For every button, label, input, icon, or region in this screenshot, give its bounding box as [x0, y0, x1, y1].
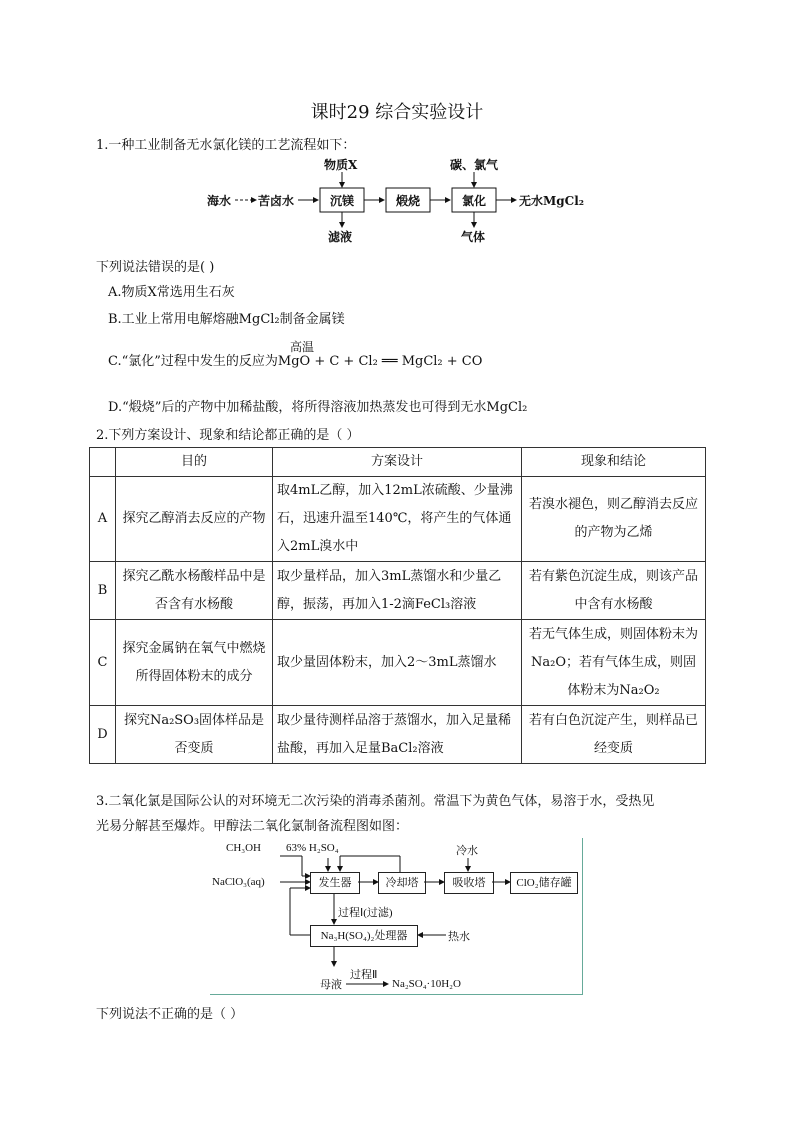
- question-3-ask: 下列说法不正确的是（ ）: [96, 1007, 244, 1022]
- q2-table: [89, 447, 706, 764]
- row-result: 若无气体生成，则固体粉末为Na₂O；若有气体生成，则固体粉末为Na₂O₂: [522, 620, 706, 706]
- flow2-process2: 过程Ⅱ: [350, 969, 378, 981]
- question-3-stem-line2: 光易分解甚至爆炸。甲醇法二氧化氯制备流程图如图：: [96, 819, 409, 834]
- flow2-naclo3: NaClO₃(aq): [212, 876, 265, 888]
- q1-condition-label: 高温: [290, 340, 315, 354]
- flow2-hotwater: 热水: [448, 931, 470, 943]
- flow-box-precipitate: 沉镁: [330, 194, 355, 208]
- flow2-mother-liquor: 母液: [320, 979, 342, 991]
- flow2-coldwater: 冷水: [456, 845, 478, 857]
- flow2-h2so4: 63% H₂SO₄: [286, 842, 339, 854]
- row-letter: B: [90, 562, 116, 620]
- row-design: 取少量待测样品溶于蒸馏水，加入足量稀盐酸，再加入足量BaCl₂溶液: [273, 706, 522, 764]
- row-letter: C: [90, 620, 116, 706]
- page-title: 课时29 综合实验设计: [310, 102, 484, 123]
- flow-seawater: 海水: [207, 194, 232, 208]
- row-letter: D: [90, 706, 116, 764]
- flow-carbon-chlorine: 碳、氯气: [450, 158, 499, 172]
- flow-box-chlorinate: 氯化: [462, 194, 487, 208]
- table-header-row: [90, 448, 706, 477]
- header-design: 方案设计: [273, 448, 522, 477]
- row-result: 若溴水褪色，则乙醇消去反应的产物为乙烯: [522, 477, 706, 562]
- question-3-stem-line1: 3.二氧化氯是国际公认的对环境无二次污染的消毒杀菌剂。常温下为黄色气体，易溶于水，受热见: [96, 794, 655, 809]
- row-purpose: 探究乙酰水杨酸样品中是否含有水杨酸: [116, 562, 273, 620]
- flow2-process1: 过程Ⅰ(过滤): [338, 907, 393, 919]
- row-result: 若有白色沉淀产生，则样品已经变质: [522, 706, 706, 764]
- header-result: 现象和结论: [522, 448, 706, 477]
- row-design: 取少量固体粉末，加入2～3mL蒸馏水: [273, 620, 522, 706]
- row-design: 取少量样品，加入3mL蒸馏水和少量乙醇，振荡，再加入1-2滴FeCl₃溶液: [273, 562, 522, 620]
- flow2-product: Na₂SO₄·10H₂O: [392, 978, 461, 990]
- flow-box-calcine: 煅烧: [396, 194, 421, 208]
- flow2-cooler: 冷却塔: [378, 872, 426, 894]
- q1-option-a: A.物质X常选用生石灰: [108, 285, 235, 300]
- process-flow-diagram-1: [200, 150, 600, 250]
- flow2-absorber: 吸收塔: [444, 872, 494, 894]
- flow-brine: 苦卤水: [258, 194, 295, 208]
- q1-option-c: C.“氯化”过程中发生的反应为MgO + C + Cl₂ ══ MgCl₂ + CO: [108, 354, 483, 369]
- q1-option-b: B.工业上常用电解熔融MgCl₂制备金属镁: [108, 312, 345, 327]
- flow2-generator: 发生器: [310, 872, 360, 894]
- table-row: [90, 706, 706, 764]
- row-letter: A: [90, 477, 116, 562]
- row-design: 取4mL乙醇，加入12mL浓硫酸、少量沸石，迅速升温至140℃，将产生的气体通入2mL溴水中: [273, 477, 522, 562]
- flow-filtrate: 滤液: [328, 230, 353, 244]
- flow-material-x: 物质X: [324, 158, 358, 172]
- row-purpose: 探究乙醇消去反应的产物: [116, 477, 273, 562]
- row-purpose: 探究金属钠在氧气中燃烧所得固体粉末的成分: [116, 620, 273, 706]
- q1-option-d: D.“煅烧”后的产物中加稀盐酸，将所得溶液加热蒸发也可得到无水MgCl₂: [108, 400, 528, 415]
- header-blank: [90, 448, 116, 477]
- question-1-stem: 1.一种工业制备无水氯化镁的工艺流程如下：: [96, 138, 356, 153]
- header-purpose: 目的: [116, 448, 273, 477]
- row-result: 若有紫色沉淀生成，则该产品中含有水杨酸: [522, 562, 706, 620]
- table-row: [90, 562, 706, 620]
- flow2-storage: ClO₂储存罐: [510, 872, 578, 894]
- flow-gas: 气体: [461, 230, 486, 244]
- flow2-arrows: [210, 838, 582, 994]
- flow2-ch3oh: CH₃OH: [226, 842, 262, 854]
- row-purpose: 探究Na₂SO₃固体样品是否变质: [116, 706, 273, 764]
- table-row: [90, 477, 706, 562]
- flow-product: 无水MgCl₂: [519, 194, 585, 208]
- flow2-treater: Na₃H(SO₄)₂处理器: [310, 925, 418, 947]
- question-1-ask: 下列说法错误的是( ): [96, 260, 215, 275]
- process-flow-diagram-2: [210, 838, 583, 995]
- question-2-stem: 2.下列方案设计、现象和结论都正确的是（ ）: [96, 428, 360, 443]
- table-row: [90, 620, 706, 706]
